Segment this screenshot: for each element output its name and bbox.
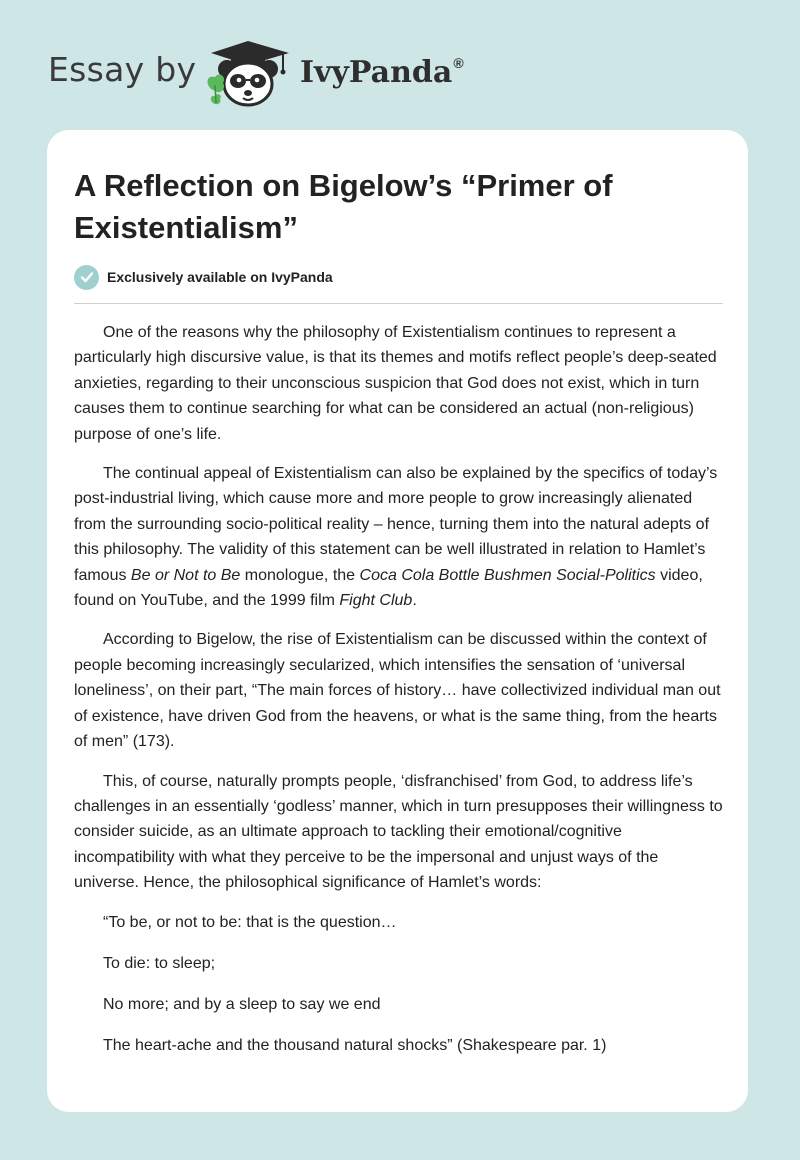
quote-line: No more; and by a sleep to say we end [103, 995, 381, 1013]
exclusive-badge [74, 264, 333, 290]
site-header [0, 0, 800, 120]
title-fight-club: Fight Club [339, 592, 413, 610]
panda-graduate-logo-icon[interactable] [203, 37, 293, 109]
essay-body [74, 320, 723, 1074]
paragraph-2-part-d: . [412, 592, 417, 610]
exclusive-badge-text: Exclusively available on IvyPanda [107, 269, 333, 285]
essay-card [47, 130, 748, 1112]
title-be-or-not-to-be: Be or Not to Be [130, 566, 241, 584]
paragraph-2-part-c: video, found on YouTube, and the 1999 film [74, 566, 703, 610]
title-coca-cola-video: Coca Cola Bottle Bushmen Social-Politics [359, 566, 656, 584]
paragraph-2 [74, 461, 723, 613]
paragraph-2-part-b: monologue, the [240, 566, 360, 584]
paragraph-4: This, of course, naturally prompts people, ‘disfranchised’ from God, to address life’s challenges in an essentially ‘godless’ manner, which in turn presupposes their willingness to consider suicide, as an ultimate approach to tackling their emotional/cognitive incompatibility with what they perceive to be the impersonal and unjust ways of the universe. Hence, the philosophical significance of Hamlet’s words: [74, 772, 723, 892]
check-icon [74, 265, 99, 290]
divider [74, 303, 723, 304]
paragraph-3: According to Bigelow, the rise of Existentialism can be discussed within the context of people becoming increasingly secularized, which intensifies the sensation of ‘universal loneliness’, on their part, “The main forces of history… have collectivized individual man out of existence, have driven God from the heavens, or what is the same thing, from the hearts of men” (173). [74, 631, 721, 751]
paragraph-2-part-a: The continual appeal of Existentialism can also be explained by the specifics of today’s post-industrial living, which cause more and more people to grow increasingly alienated from the surrounding socio-political reality – hence, turning them into the natural adepts of this philosophy. The validity of this statement can be well illustrated in relation to Hamlet’s famous [74, 465, 718, 584]
page-title: A Reflection on Bigelow’s “Primer of Existentialism” [74, 168, 613, 245]
quote-line: The heart-ache and the thousand natural shocks” (Shakespeare par. 1) [103, 1036, 607, 1054]
quote-line: “To be, or not to be: that is the question… [103, 913, 397, 931]
paragraph-1: One of the reasons why the philosophy of Existentialism continues to represent a particularly high discursive value, is that its themes and motifs reflect people’s deep-seated anxieties, regarding to their unconscious suspicion that God does not exist, which in turn causes them to continue searching for what can be considered an actual (non-religious) purpose of one’s life. [74, 324, 717, 443]
brand-text: IvyPanda [300, 55, 453, 90]
essay-by-label: Essay by [48, 50, 197, 89]
quote-line: To die: to sleep; [103, 954, 216, 972]
brand-name[interactable] [300, 55, 464, 90]
registered-mark: ® [453, 55, 464, 71]
